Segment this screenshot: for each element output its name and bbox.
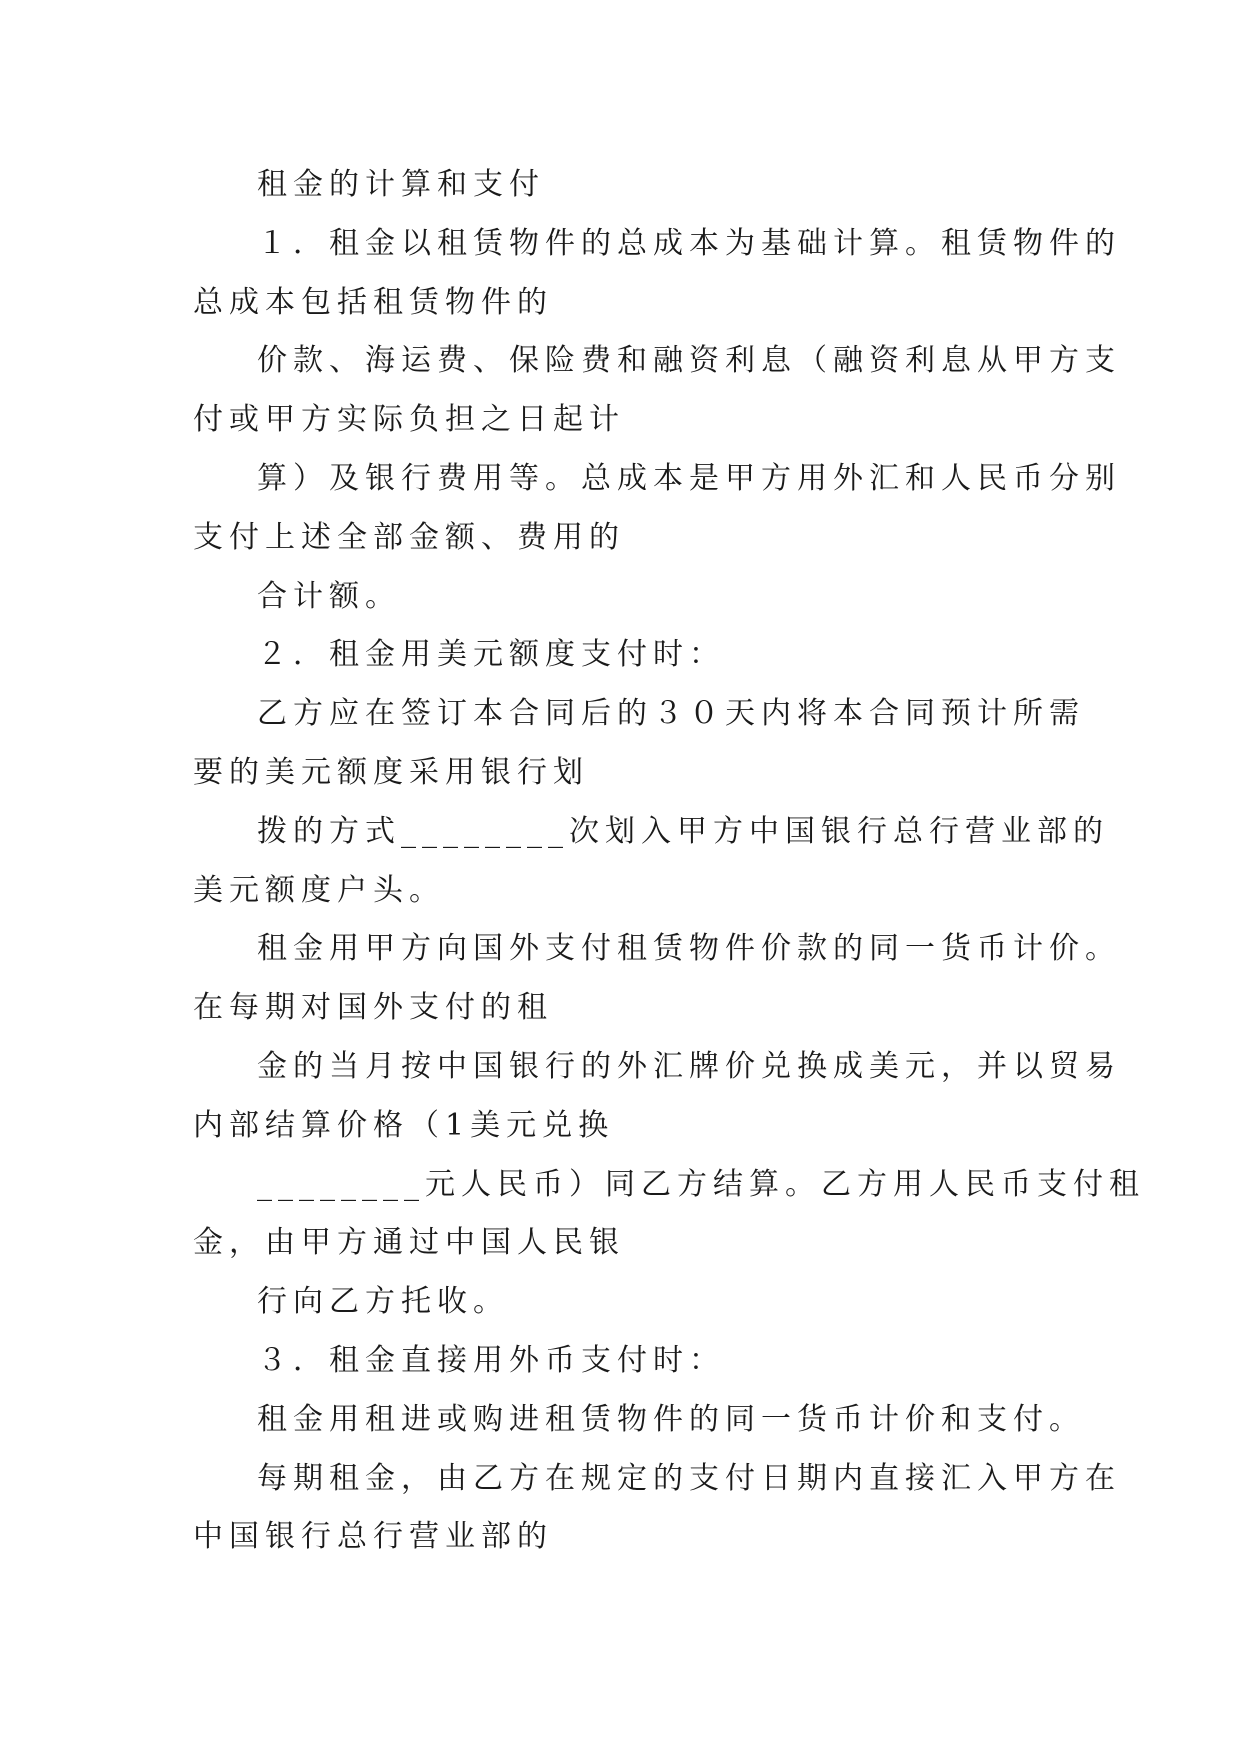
paragraph bbox=[193, 450, 1121, 568]
paragraph-line: １．租金以租赁物件的总成本为基础计算。租赁物件的 bbox=[257, 225, 1121, 261]
paragraph-line: 租金用甲方向国外支付租赁物件价款的同一货币计价。 bbox=[257, 931, 1121, 967]
paragraph-line: ________元人民币）同乙方结算。乙方用人民币支付租 bbox=[257, 1166, 1145, 1202]
paragraph-line: 中国银行总行营业部的 bbox=[193, 1519, 553, 1555]
paragraph-line: 内部结算价格（1美元兑换 bbox=[193, 1107, 615, 1143]
paragraph-line: 总成本包括租赁物件的 bbox=[193, 284, 553, 320]
paragraph-line: 每期租金，由乙方在规定的支付日期内直接汇入甲方在 bbox=[257, 1460, 1121, 1496]
paragraph-line: 金的当月按中国银行的外汇牌价兑换成美元，并以贸易 bbox=[257, 1048, 1121, 1084]
paragraph-line: 价款、海运费、保险费和融资利息（融资利息从甲方支 bbox=[257, 343, 1121, 379]
paragraph bbox=[193, 803, 1109, 921]
paragraph-line: 租金的计算和支付 bbox=[257, 167, 545, 202]
document-body bbox=[193, 156, 1145, 1567]
paragraph-line: 算）及银行费用等。总成本是甲方用外汇和人民币分别 bbox=[257, 460, 1121, 496]
paragraph bbox=[193, 920, 1121, 1038]
paragraph-line: 在每期对国外支付的租 bbox=[193, 990, 553, 1026]
subsection-heading bbox=[193, 626, 1073, 685]
paragraph bbox=[193, 1450, 1121, 1568]
paragraph-line: 乙方应在签订本合同后的３０天内将本合同预计所需 bbox=[257, 696, 1085, 732]
section-heading bbox=[193, 156, 1073, 215]
paragraph-line: 金，由甲方通过中国人民银 bbox=[193, 1225, 625, 1261]
paragraph-line: 行向乙方托收。 bbox=[257, 1284, 509, 1320]
paragraph bbox=[193, 685, 1085, 803]
paragraph bbox=[193, 332, 1121, 450]
paragraph-line: 合计额。 bbox=[257, 578, 401, 614]
paragraph-line: ２．租金用美元额度支付时： bbox=[257, 637, 725, 673]
paragraph bbox=[193, 568, 1073, 627]
paragraph bbox=[193, 215, 1121, 333]
subsection-heading bbox=[193, 1332, 1073, 1391]
paragraph bbox=[193, 1391, 1085, 1450]
paragraph-line: 租金用租进或购进租赁物件的同一货币计价和支付。 bbox=[257, 1401, 1085, 1437]
paragraph-line: 美元额度户头。 bbox=[193, 872, 445, 908]
paragraph bbox=[193, 1156, 1145, 1274]
paragraph-line: 要的美元额度采用银行划 bbox=[193, 754, 589, 790]
paragraph-line: 支付上述全部金额、费用的 bbox=[193, 519, 625, 555]
paragraph-line: 拨的方式________次划入甲方中国银行总行营业部的 bbox=[257, 813, 1109, 849]
paragraph-line: ３．租金直接用外币支付时： bbox=[257, 1342, 725, 1378]
paragraph bbox=[193, 1273, 1073, 1332]
paragraph bbox=[193, 1038, 1121, 1156]
paragraph-line: 付或甲方实际负担之日起计 bbox=[193, 402, 625, 438]
